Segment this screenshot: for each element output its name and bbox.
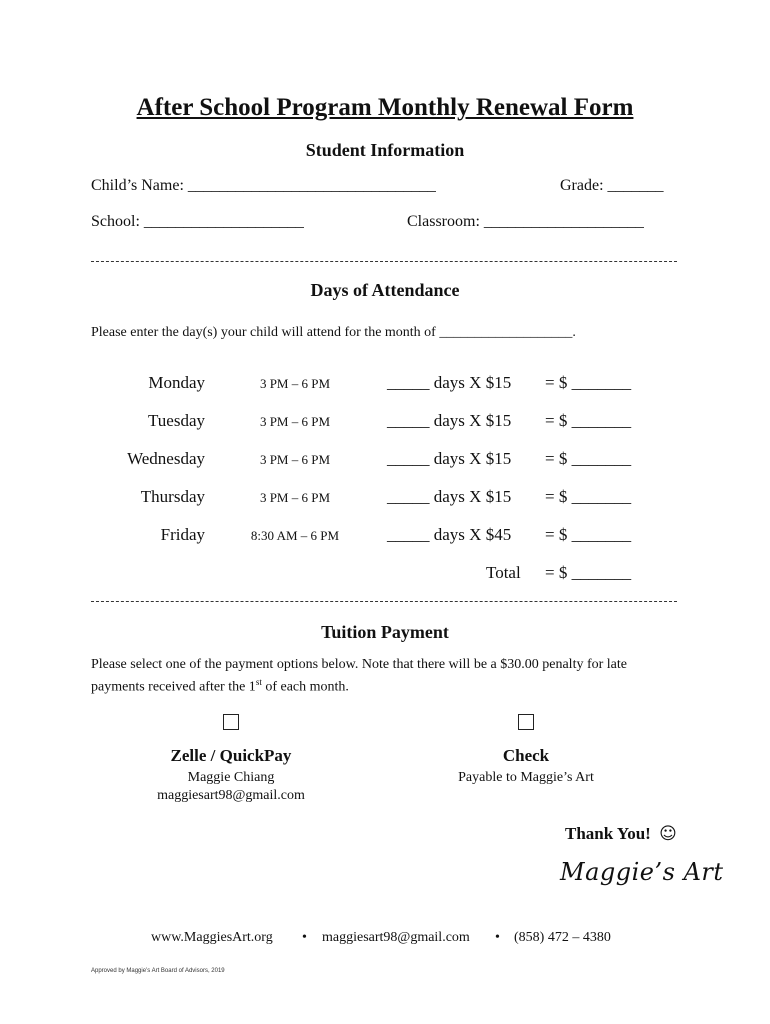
tuition-note-text-end: of each month. <box>261 679 349 695</box>
check-title: Check <box>502 746 550 765</box>
check-checkbox[interactable] <box>518 714 534 730</box>
amount-blank: = $ _______ <box>545 373 632 392</box>
zelle-recipient: Maggie Chiang <box>187 770 275 785</box>
total-label: Total <box>486 563 521 582</box>
attendance-heading: Days of Attendance <box>310 280 460 300</box>
signature: Maggie’s Art <box>560 858 724 886</box>
check-option <box>426 746 626 786</box>
tuition-note-text: payments received after the 1 <box>91 679 256 695</box>
form-title: After School Program Monthly Renewal Form <box>136 94 634 121</box>
time-label: 3 PM – 6 PM <box>259 376 331 391</box>
thank-you-text: Thank You! <box>565 824 651 843</box>
zelle-checkbox[interactable] <box>223 714 239 730</box>
time-label: 3 PM – 6 PM <box>259 452 331 467</box>
footer-website: www.MaggiesArt.org <box>151 930 273 945</box>
tuition-heading: Tuition Payment <box>321 622 449 642</box>
days-rate: _____ days X $15 <box>387 449 512 468</box>
bullet-icon: • <box>302 930 307 945</box>
days-rate: _____ days X $45 <box>387 525 512 544</box>
amount-blank: = $ _______ <box>545 411 632 430</box>
ordinal-suffix: st <box>255 677 262 687</box>
zelle-title: Zelle / QuickPay <box>170 746 292 765</box>
childs-name-field: Child’s Name: _______________________________ <box>91 177 436 194</box>
section-divider <box>91 261 677 262</box>
footer-email: maggiesart98@gmail.com <box>322 930 470 945</box>
total-amount-blank: = $ _______ <box>545 563 632 582</box>
attendance-instruction: Please enter the day(s) your child will attend for the month of ___________________. <box>91 325 576 340</box>
student-info-heading: Student Information <box>305 140 465 160</box>
thank-you <box>565 824 677 844</box>
tuition-note-line2 <box>91 677 349 696</box>
day-label: Tuesday <box>148 411 205 430</box>
day-label: Thursday <box>140 487 205 506</box>
check-payable: Payable to Maggie’s Art <box>458 770 594 785</box>
time-label: 3 PM – 6 PM <box>259 490 331 505</box>
days-rate: _____ days X $15 <box>387 411 512 430</box>
amount-blank: = $ _______ <box>545 449 632 468</box>
days-rate: _____ days X $15 <box>387 487 512 506</box>
days-rate: _____ days X $15 <box>387 373 512 392</box>
school-field: School: ____________________ <box>91 213 304 230</box>
amount-blank: = $ _______ <box>545 525 632 544</box>
smiley-icon: ☺ <box>659 824 677 844</box>
zelle-email: maggiesart98@gmail.com <box>157 788 305 803</box>
section-divider <box>91 601 677 602</box>
day-label: Friday <box>160 525 205 544</box>
classroom-field: Classroom: ____________________ <box>407 213 644 230</box>
time-label: 8:30 AM – 6 PM <box>250 528 340 543</box>
bullet-icon: • <box>495 930 500 945</box>
amount-blank: = $ _______ <box>545 487 632 506</box>
zelle-option <box>131 746 331 804</box>
day-label: Wednesday <box>127 449 205 468</box>
grade-field: Grade: _______ <box>560 177 664 194</box>
tuition-note-line1: Please select one of the payment options below. Note that there will be a $30.00 penalty for late <box>91 657 627 672</box>
footer-phone: (858) 472 – 4380 <box>514 930 611 945</box>
day-label: Monday <box>148 373 205 392</box>
approval-note: Approved by Maggie’s Art Board of Advisors, 2019 <box>91 968 225 974</box>
time-label: 3 PM – 6 PM <box>259 414 331 429</box>
